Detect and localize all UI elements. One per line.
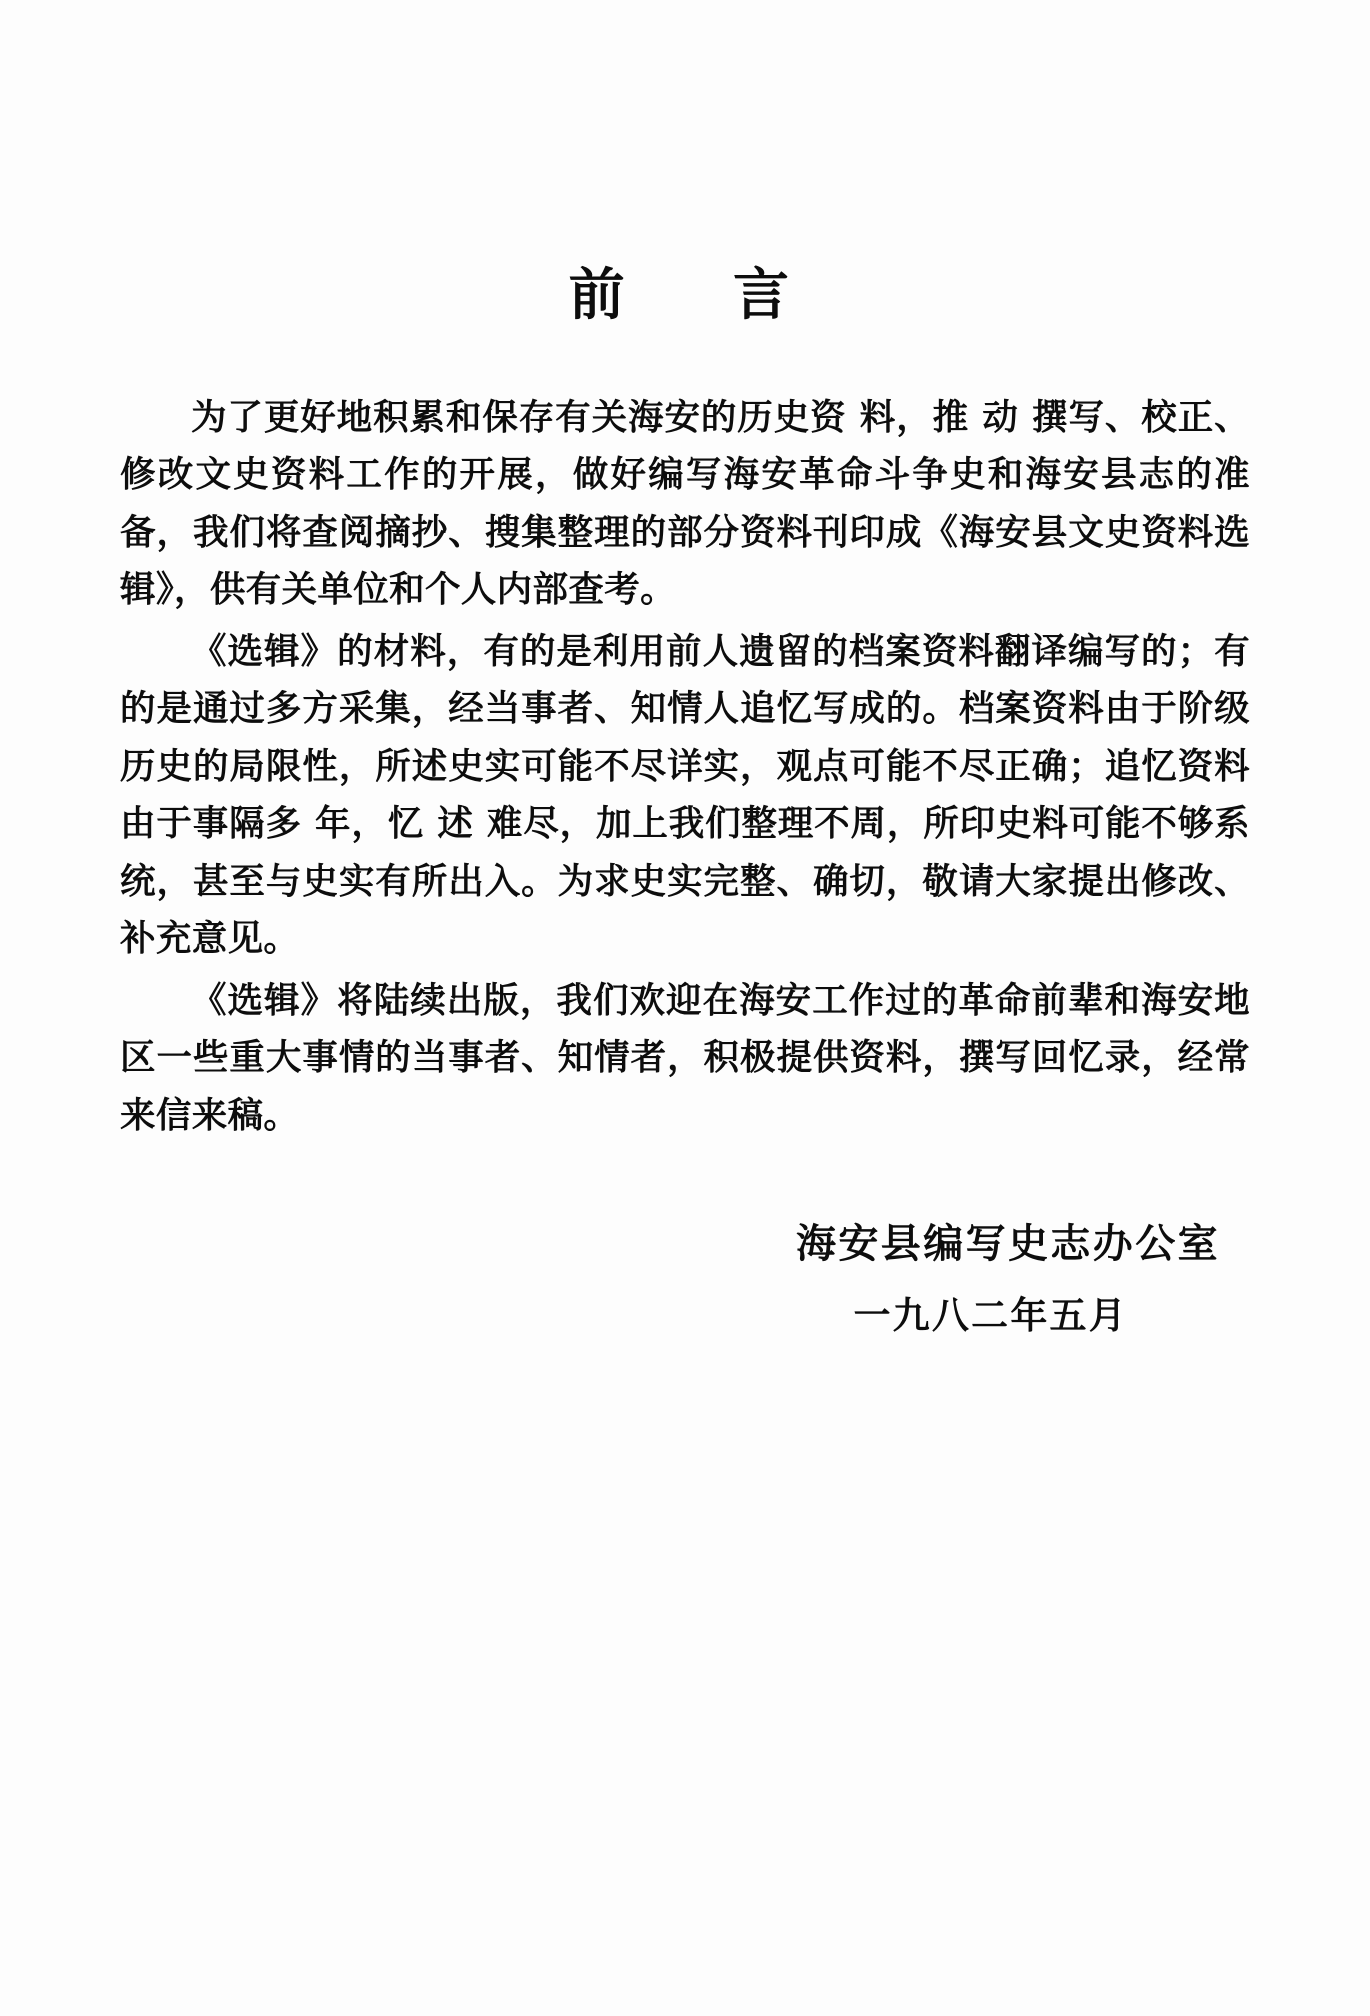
paragraph-3: 《选辑》将陆续出版，我们欢迎在海安工作过的革命前辈和海安地区一些重大事情的当事者、知情者，积极提供资料，撰写回忆录，经常来信来稿。 (120, 979, 1250, 1136)
page-content (120, 0, 1250, 2016)
title-char-1: 前 (568, 262, 637, 328)
signature-organization: 海安县编写史志办公室 (796, 1220, 1220, 1268)
signature-block (120, 1214, 1250, 1344)
page-title (120, 262, 1250, 328)
signature-date: 一九八二年五月 (853, 1293, 1128, 1338)
paragraph-1: 为了更好地积累和保存有关海安的历史资 料，推 动 撰写、校正、修改文史资料工作的开展，做好编写海安革命斗争史和海安县志的准备，我们将查阅摘抄、搜集整理的部分资料刊印成《海安县文史资料选辑》，供有关单位和个人内部查考。 (120, 396, 1250, 611)
title-char-2: 言 (733, 262, 802, 328)
body-text (120, 389, 1250, 1145)
paragraph-2: 《选辑》的材料，有的是利用前人遗留的档案资料翻译编写的；有的是通过多方采集，经当事者、知情人追忆写成的。档案资料由于阶级历史的局限性，所述史实可能不尽详实，观点可能不尽正确；追忆资料由于事隔多 年，忆 述 难尽，加上我们整理不周，所印史料可能不够系统，甚至与史实有所出入。为求史实完整、确切，敬请大家提出修改、补充意见。 (120, 630, 1250, 960)
